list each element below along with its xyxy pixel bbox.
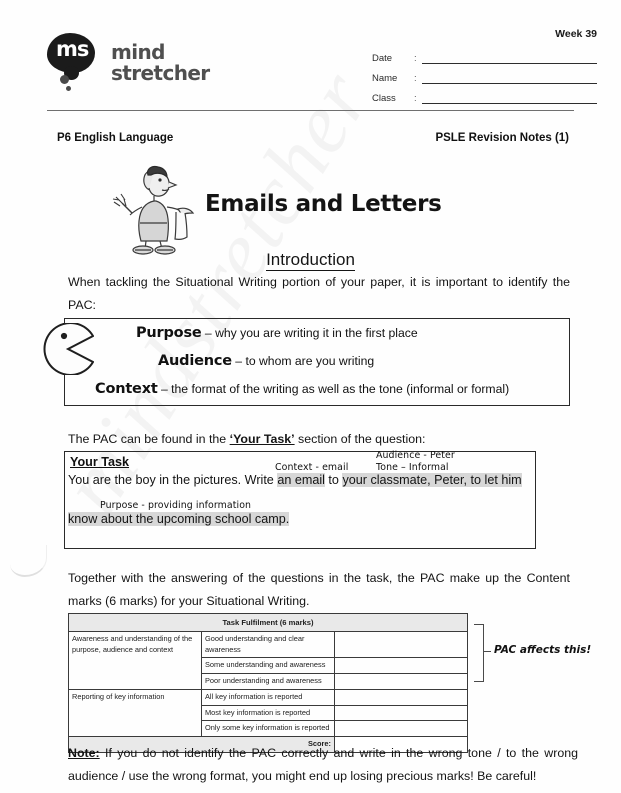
rubric-mark-cell-1-1[interactable] xyxy=(335,632,468,658)
rubric-descriptor-2-3: Only some key information is reported xyxy=(202,721,335,737)
thought-bubble-dot-large-icon xyxy=(60,75,69,84)
date-label: Date xyxy=(372,53,393,64)
content-marks-paragraph: Together with the answering of the questions in the task, the PAC make up the Content marks (6 marks) for your Situational Writing. xyxy=(68,571,570,608)
annotation-purpose: Purpose - providing information xyxy=(100,500,252,511)
pac-item-purpose xyxy=(136,325,418,341)
note-label: Note: xyxy=(68,746,100,760)
rubric-descriptor-1-3: Poor understanding and awareness xyxy=(202,674,335,690)
your-task-line-2 xyxy=(68,512,289,526)
task-intro-emphasis: ‘Your Task’ xyxy=(229,432,295,446)
class-input-line[interactable] xyxy=(422,92,597,104)
introduction-heading xyxy=(0,250,621,270)
rubric-descriptor-1-1: Good understanding and clear awareness xyxy=(202,632,335,658)
task-highlight-purpose: know about the upcoming school camp. xyxy=(68,512,290,526)
thought-bubble-dot-small-icon xyxy=(66,86,71,91)
rubric-bracket-dash-icon xyxy=(484,651,491,652)
subject-level: P6 English Language xyxy=(57,132,174,144)
header-divider xyxy=(47,110,574,111)
introduction-heading-text: Introduction xyxy=(266,250,355,269)
field-row-name xyxy=(372,66,597,84)
rubric-mark-cell-2-1[interactable] xyxy=(335,689,468,705)
scan-artifact xyxy=(10,545,47,577)
logo-mark-icon xyxy=(47,33,103,93)
rubric-mark-cell-1-3[interactable] xyxy=(335,674,468,690)
date-input-line[interactable] xyxy=(422,52,597,64)
rubric-mark-cell-2-2[interactable] xyxy=(335,705,468,721)
your-task-line-1 xyxy=(68,473,522,487)
pac-term-purpose: Purpose xyxy=(136,325,202,341)
rubric-descriptor-1-2: Some understanding and awareness xyxy=(202,658,335,674)
pacman-icon xyxy=(42,323,94,375)
pac-term-context: Context xyxy=(95,381,158,397)
pac-item-audience xyxy=(158,353,374,369)
brand-logo xyxy=(47,33,210,93)
annotation-audience: Audience - Peter xyxy=(376,450,455,461)
field-row-date xyxy=(372,46,597,64)
rubric-criterion-1: Awareness and understanding of the purpose, audience and context xyxy=(69,632,202,690)
page-header xyxy=(0,0,621,112)
score-label: Score: xyxy=(69,737,335,753)
date-colon: : xyxy=(414,53,417,64)
week-label: Week 39 xyxy=(555,28,597,40)
pac-definition-audience: – to whom are you writing xyxy=(231,354,375,368)
rubric-mark-cell-1-2[interactable] xyxy=(335,658,468,674)
writer-cartoon-icon xyxy=(110,163,206,255)
class-label: Class xyxy=(372,93,396,104)
page-title: Emails and Letters xyxy=(205,191,442,217)
task-intro-before: The PAC can be found in the xyxy=(68,432,230,446)
name-label: Name xyxy=(372,73,398,84)
table-row xyxy=(69,632,468,658)
logo-wordmark-line1: mind xyxy=(111,40,165,64)
logo-wordmark-line2: stretcher xyxy=(111,61,210,85)
task-highlight-audience: your classmate, Peter, to let him xyxy=(342,473,522,487)
rubric-title: Task Fulfilment (6 marks) xyxy=(69,614,468,632)
annotation-context: Context - email xyxy=(275,462,349,473)
rubric-descriptor-2-2: Most key information is reported xyxy=(202,705,335,721)
pac-definition-purpose: – why you are writing it in the first place xyxy=(201,326,418,340)
task-intro-paragraph xyxy=(68,428,570,451)
task-fulfilment-table xyxy=(68,613,468,753)
task-text-plain-start: You are the boy in the pictures. Write xyxy=(68,473,278,487)
title-block xyxy=(110,163,530,261)
pac-affects-annotation: PAC affects this! xyxy=(494,644,592,656)
logo-wordmark xyxy=(111,42,210,84)
your-task-title: Your Task xyxy=(70,455,130,469)
student-info-fields xyxy=(372,46,597,106)
name-input-line[interactable] xyxy=(422,72,597,84)
task-highlight-context: an email xyxy=(277,473,325,487)
name-colon: : xyxy=(414,73,417,84)
pac-definition-context: – the format of the writing as well as the tone (informal or formal) xyxy=(157,382,510,396)
rubric-bracket-icon xyxy=(474,624,484,682)
rubric-criterion-2: Reporting of key information xyxy=(69,689,202,736)
rubric-descriptor-2-1: All key information is reported xyxy=(202,689,335,705)
class-colon: : xyxy=(414,93,417,104)
annotation-tone: Tone – Informal xyxy=(376,462,449,473)
table-row xyxy=(69,689,468,705)
note-paragraph xyxy=(68,742,578,788)
subject-row xyxy=(57,132,569,144)
document-type: PSLE Revision Notes (1) xyxy=(435,132,569,144)
task-intro-after: section of the question: xyxy=(294,432,426,446)
rubric-mark-cell-2-3[interactable] xyxy=(335,721,468,737)
note-text: If you do not identify the PAC correctly and write in the wrong tone / to the wrong audience / use the wrong format, you might end up losing precious marks! Be careful! xyxy=(68,746,578,783)
field-row-class xyxy=(372,86,597,104)
pac-item-context xyxy=(95,381,509,397)
pac-term-audience: Audience xyxy=(158,353,232,369)
introduction-paragraph: When tackling the Situational Writing portion of your paper, it is important to identify the PAC: xyxy=(68,275,570,312)
table-row-header xyxy=(69,614,468,632)
task-text-plain-mid: to xyxy=(324,473,343,487)
logo-monogram: ms xyxy=(56,37,89,61)
